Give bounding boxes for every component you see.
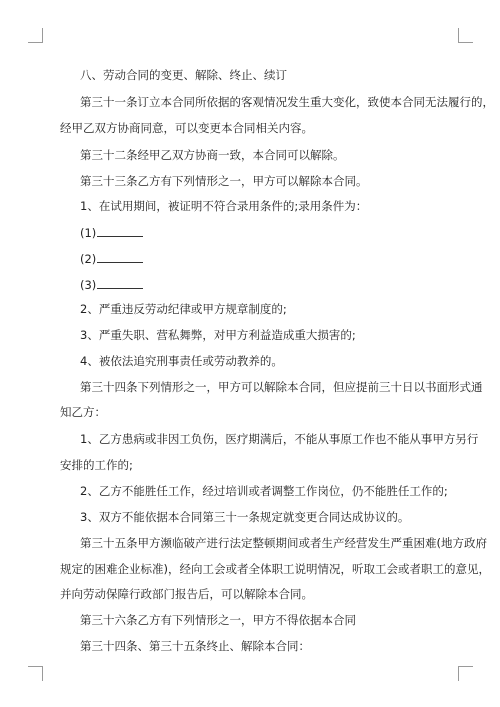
paragraph-line: 3、严重失职、营私舞弊，对甲方利益造成重大损害的; [80,328,356,342]
paragraph-line: 第三十四条下列情形之一，甲方可以解除本合同，但应提前三十日以书面形式通 [80,380,483,394]
crop-mark-bottom-left [28,666,43,681]
crop-mark-top-left [28,28,43,43]
paragraph-line: 经甲乙双方协商同意，可以变更本合同相关内容。 [60,121,313,135]
crop-mark-bottom-right [458,666,473,681]
paragraph-line: 4、被依法追究刑事责任或劳动教养的。 [80,354,283,368]
blank-item-1 [80,225,143,240]
paragraph-line: 第三十六条乙方有下列情形之一，甲方不得依据本合同 [80,613,356,627]
paragraph-line: 第三十三条乙方有下列情形之一，甲方可以解除本合同。 [80,174,368,188]
fill-in-blank [97,251,143,263]
paragraph-line: 安排的工作的; [60,458,133,472]
fill-in-blank [97,225,143,237]
paragraph-line: 并向劳动保障行政部门报告后，可以解除本合同。 [60,587,313,601]
fill-in-blank [97,277,143,289]
paragraph-line: 1、乙方患病或非因工负伤，医疗期满后，不能从事原工作也不能从事甲方另行 [80,432,479,446]
paragraph-line: 1、在试用期间，被证明不符合录用条件的;录用条件为： [80,199,368,213]
section-heading: 八、劳动合同的变更、解除、终止、续订 [80,68,287,82]
paragraph-line: 3、双方不能依据本合同第三十一条规定就变更合同达成协议的。 [80,510,410,524]
blank-item-2 [80,251,143,266]
blank-item-label: (2) [80,252,97,266]
paragraph-line: 第三十一条订立本合同所依据的客观情况发生重大变化，致使本合同无法履行的， [80,95,494,109]
blank-item-3 [80,277,143,292]
paragraph-line: 知乙方： [60,405,106,419]
crop-mark-top-right [458,28,473,43]
paragraph-line: 第三十二条经甲乙双方协商一致，本合同可以解除。 [80,148,345,162]
paragraph-line: 第三十五条甲方濒临破产进行法定整顿期间或者生产经营发生严重困难(地方政府 [80,536,487,550]
paragraph-line: 规定的困难企业标准)，经向工会或者全体职工说明情况，听取工会或者职工的意见， [60,562,490,576]
blank-item-label: (3) [80,278,97,292]
paragraph-line: 第三十四条、第三十五条终止、解除本合同： [80,639,310,653]
paragraph-line: 2、严重违反劳动纪律或甲方规章制度的; [80,302,287,316]
paragraph-line: 2、乙方不能胜任工作，经过培训或者调整工作岗位，仍不能胜任工作的; [80,484,448,498]
blank-item-label: (1) [80,226,97,240]
